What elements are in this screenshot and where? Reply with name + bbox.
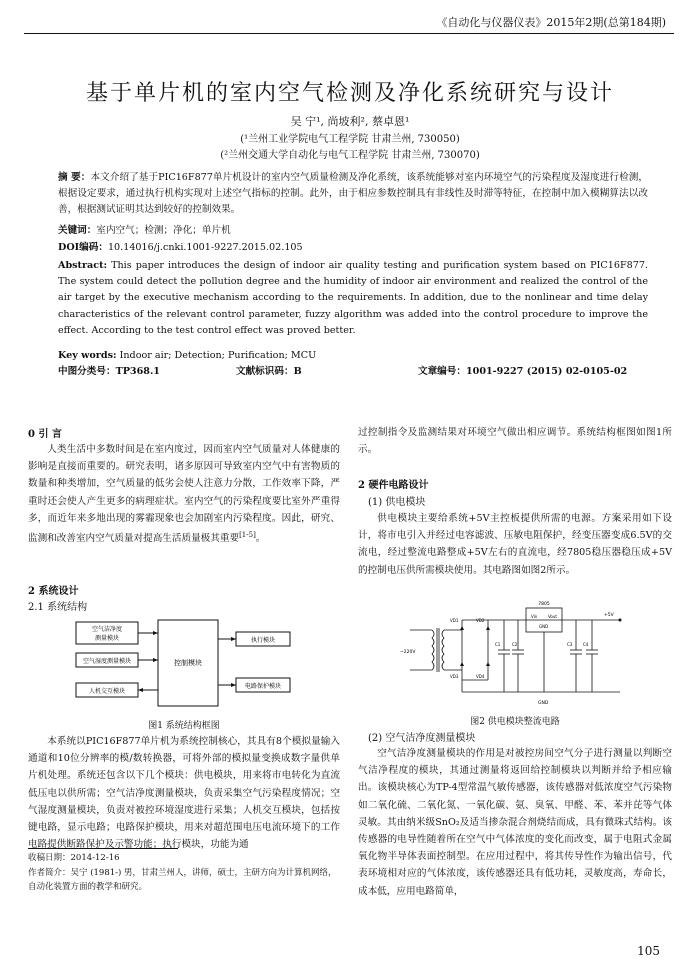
abstract-en-text: This paper introduces the design of indoor air quality testing and purification system based on PIC16F877. The system could detect the pollution degree and the humidity of indoor air environment and realized the control of the air target by the executive mechanism according to the requirements. In addition, due to the nonlinear and time delay characteristics of the relevant control parameter, fuzzy algorithm was added into the control procedure to improve the effect. According to the test control effect was proved better. [58, 260, 648, 336]
gnd-label: GND [538, 701, 549, 706]
vd2-label: VD2 [476, 618, 485, 623]
diode-3 [460, 662, 464, 666]
box-clean-label-2: 测量模块 [94, 635, 120, 642]
keywords-en-text: Indoor air; Detection; Purification; MCU [119, 350, 317, 361]
clc-label: 中图分类号： [58, 366, 116, 377]
paper-title: 基于单片机的室内空气检测及净化系统研究与设计 [85, 81, 614, 106]
abstract-en [58, 258, 648, 339]
reg-gnd-label: GND [539, 624, 549, 629]
affiliation-2: (²兰州交通大学自动化与电气工程学院 甘肃兰州, 730070) [220, 150, 480, 161]
c1-label: C1 [495, 642, 501, 647]
vd1-label: VD1 [450, 618, 459, 623]
power-text: 供电模块主要给系统+5V主控板提供所需的电源。方案采用如下设计，将市电引入并经过电容滤波、压敏电阻保护，经变压器变成6.5V的交流电，经过整流电路整成+5V左右的直流电，经7805稳压器稳压成+5V的控制电压供所需模块使用。其电路图如图2所示。 [358, 513, 672, 576]
box-clean-label-1: 空气洁净度 [91, 626, 123, 633]
c2-label: C2 [512, 642, 518, 647]
authors: 吴 宁¹, 尚坡利², 蔡卓恩¹ [290, 115, 410, 128]
intro-end: 。 [255, 533, 266, 545]
diode-2 [486, 626, 490, 630]
footnote-rule [28, 848, 178, 849]
c4-label: C4 [583, 642, 589, 647]
reg-label: 7805 [538, 602, 550, 607]
hardware-heading: 2 硬件电路设计 [358, 480, 429, 491]
vd3-label: VD3 [450, 674, 459, 679]
intro-heading: 0 引 言 [28, 429, 62, 440]
system-structure-diagram [68, 616, 318, 714]
box-humidity-label: 空气湿度测量模块 [82, 658, 132, 665]
system-heading: 2 系统设计 [28, 586, 79, 597]
keywords-cn-label: 关键词： [58, 225, 97, 236]
keywords-en [58, 348, 648, 364]
art-value: 1001-9227 (2015) 02-0105-02 [465, 366, 628, 377]
vd4-label: VD4 [476, 674, 485, 679]
right-top-text: 过控制指令及监测结果对环境空气做出相应调节。系统结构框图如图1所示。 [358, 427, 672, 456]
header-rule [24, 33, 674, 34]
affiliation-1: (¹兰州工业学院电气工程学院 甘肃兰州, 730050) [240, 134, 460, 145]
art-label: 文章编号： [418, 366, 466, 377]
plus5-label: +5V [604, 613, 614, 618]
vin-label: Vin [531, 614, 538, 619]
article-no [418, 364, 627, 380]
doi-text: 10.14016/j.cnki.1001-9227.2015.02.105 [107, 242, 303, 253]
intro-body: 人类生活中多数时间是在室内度过，因而室内空气质量对人体健康的影响是直接而重要的。研究表明，诸多原因可导致室内空气中有害物质的数量和种类增加，空气质量的低劣会使人注意力分散，工作效率下降，严重时还会使人产生更多的病理症状。室内空气的污染程度要比室外严重得多，而近年来多地出现的雾霾现象也会加剧室内污染程度。因此，研究、监测和改善室内空气质量对提高生活质量极其重要 [28, 444, 340, 545]
clean-heading: (2) 空气洁净度测量模块 [368, 733, 476, 744]
transformer-primary [432, 630, 434, 670]
doi [58, 240, 648, 256]
diode-1 [460, 626, 464, 630]
page-number: 105 [637, 944, 660, 958]
structure-heading: 2.1 系统结构 [28, 602, 88, 613]
doi-label: DOI编码： [58, 242, 108, 253]
journal-header: 《自动化与仪器仪表》2015年2期(总第184期) [436, 16, 666, 29]
vout-label: Vout [548, 614, 557, 619]
system-text: 本系统以PIC16F877单片机为系统控制核心，其具有8个模拟量输入通道和10位分辨率的模/数转换器，可将外部的模拟量变换成数字量供单片机处理。系统还包含以下几个模块：供电模块，用来将市电转化为直流低压电以供所需；空气洁净度测量模块，负责采集空气污染程度情况；空气湿度测量模块，负责对被控环境湿度进行采集；人机交互模块，包括按键电路，显示电路；电路保护模块，用来对超范围电压电流环境下的工作电路提供断路保护及示警功能；执行模块，功能为通 [28, 736, 340, 851]
box-exec-label: 执行模块 [250, 637, 276, 644]
doc-label: 文献标识码： [236, 366, 294, 377]
power-circuit-diagram [400, 600, 630, 710]
transformer-secondary [442, 630, 444, 670]
box-hmi-label: 人机交互模块 [88, 688, 126, 695]
clc-value: TP368.1 [115, 366, 160, 377]
keywords-cn-text: 室内空气；检测；净化；单片机 [96, 225, 231, 236]
fig1-caption: 图1 系统结构框图 [148, 721, 220, 731]
abstract-cn [58, 170, 648, 219]
keywords-cn [58, 223, 648, 239]
clc [58, 364, 160, 380]
author-bio: 作者简介：吴宁 (1981-) 男，甘肃兰州人，讲师，硕士，主研方向为计算机网络，自动化装置方面的教学和研究。 [28, 868, 337, 892]
doc-code [236, 364, 302, 380]
control-box-label: 控制模块 [174, 659, 202, 667]
fig2-caption: 图2 供电模块整流电路 [470, 717, 560, 727]
ac-label: ~220V [400, 650, 416, 655]
keywords-en-label: Key words: [58, 350, 117, 361]
abstract-cn-text: 本文介绍了基于PIC16F877单片机设计的室内空气质量检测及净化系统，该系统能够对室内环境空气的污染程度及湿度进行检测，根据设定要求，通过执行机构实现对上述空气指标的控制。此外，由于相应参数控制具有非线性及时滞等特征，在控制中加入模糊算法以改善，根据测试证明其达到较好的控制效果。 [58, 172, 649, 216]
abstract-cn-label: 摘 要： [58, 172, 91, 183]
power-heading: (1) 供电模块 [368, 497, 426, 508]
c3-label: C3 [567, 642, 573, 647]
diode-4 [486, 662, 490, 666]
clean-text: 空气洁净度测量模块的作用是对被控房间空气分子进行测量以判断空气洁净程度的模块，其通过测量将返回给控制模块以判断并给予相应输出。该模块核心为TP-4型常温气敏传感器，该传感器对低浓度空气污染物如二氧化硫、二氧化氮、一氧化碳、氨、臭氧、甲醛、苯、苯并芘等气体灵敏。其由纳米级SnO₂及适当掺杂混合剂烧结而成，具有微珠式结构。该传感器的电导性随着所在空气中气体浓度的变化而改变，属于电阻式金属氧化物半导体表面控制型。在应用过程中，将其传导性作为输出信号，代表环境相对应的气体浓度，该传感器还具有低功耗，灵敏度高，寿命长，成本低，应用电路简单， [358, 748, 672, 897]
box-protect-label: 电路保护模块 [244, 683, 282, 690]
doc-value: B [293, 366, 302, 377]
received-date: 收稿日期：2014-12-16 [28, 853, 120, 863]
intro-ref: [1-5] [239, 531, 256, 540]
abstract-en-label: Abstract: [58, 260, 108, 271]
intro-text [28, 441, 340, 547]
